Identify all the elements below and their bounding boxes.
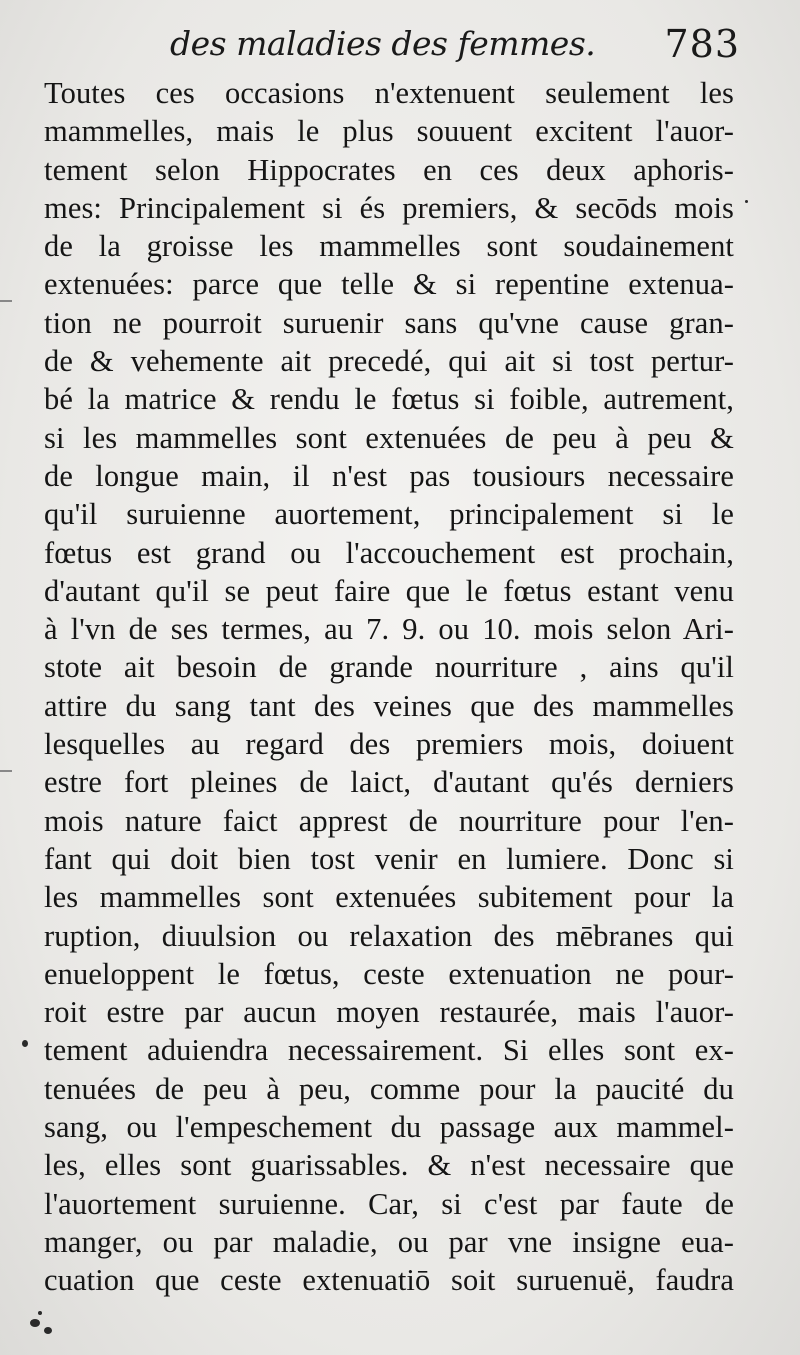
text-line: tion ne pourroit suruenir sans qu'vne cause gran- <box>44 305 734 340</box>
text-line: tement selon Hippocrates en ces deux aphoris- <box>44 152 734 187</box>
page-number: 783 <box>664 22 740 66</box>
text-line: sang, ou l'empeschement du passage aux mammel- <box>44 1110 734 1145</box>
text-line: qu'il suruienne auortement, principalement si le <box>44 497 734 532</box>
text-line: manger, ou par maladie, ou par vne insigne eua- <box>44 1224 734 1259</box>
text-line: lesquelles au regard des premiers mois, doiuent <box>44 727 734 762</box>
margin-mark <box>0 770 12 772</box>
text-line: d'autant qu'il se peut faire que le fœtus estant venu <box>44 573 734 608</box>
text-line: si les mammelles sont extenuées de peu à peu & <box>44 420 734 455</box>
text-line: les, elles sont guarissables. & n'est necessaire que <box>44 1148 734 1183</box>
text-line: de & vehemente ait precedé, qui ait si tost pertur- <box>44 344 734 379</box>
body-text <box>44 74 734 1300</box>
text-line: estre fort pleines de laict, d'autant qu'és derniers <box>44 765 734 800</box>
text-line: à l'vn de ses termes, au 7. 9. ou 10. mois selon Ari- <box>44 612 734 647</box>
text-line: tement aduiendra necessairement. Si elles sont ex- <box>44 1033 734 1068</box>
ink-speck <box>22 1040 28 1047</box>
margin-mark <box>0 300 12 302</box>
text-line: bé la matrice & rendu le fœtus si foible, autrement, <box>44 382 734 417</box>
text-line: stote ait besoin de grande nourriture , ains qu'il <box>44 650 734 685</box>
text-line: roit estre par aucun moyen restaurée, mais l'auor- <box>44 995 734 1030</box>
text-line: ruption, diuulsion ou relaxation des mēbranes qui <box>44 918 734 953</box>
page-stain <box>26 1309 66 1339</box>
text-line: l'auortement suruienne. Car, si c'est par faute de <box>44 1186 734 1221</box>
text-line: fœtus est grand ou l'accouchement est prochain, <box>44 535 734 570</box>
text-line: attire du sang tant des veines que des mammelles <box>44 688 734 723</box>
text-line: de la groisse les mammelles sont soudainement <box>44 229 734 264</box>
ink-speck <box>745 200 748 203</box>
text-line: de longue main, il n'est pas tousiours necessaire <box>44 458 734 493</box>
text-line: tenuées de peu à peu, comme pour la paucité du <box>44 1071 734 1106</box>
text-line: cuation que ceste extenuatiō soit suruenuë, faudra <box>44 1263 734 1298</box>
text-line: mois nature faict apprest de nourriture pour l'en- <box>44 803 734 838</box>
text-line: enueloppent le fœtus, ceste extenuation ne pour- <box>44 956 734 991</box>
text-line: mes: Principalement si és premiers, & secōds mois <box>44 190 734 225</box>
text-line: les mammelles sont extenuées subitement pour la <box>44 880 734 915</box>
text-line: fant qui doit bien tost venir en lumiere. Donc si <box>44 841 734 876</box>
running-header <box>170 14 740 74</box>
text-line: Toutes ces occasions n'extenuent seulement les <box>44 76 734 110</box>
text-line: mammelles, mais le plus souuent excitent l'auor- <box>44 114 734 149</box>
text-line: extenuées: parce que telle & si repentine extenua- <box>44 267 734 302</box>
running-title: des maladies des femmes. <box>170 24 596 63</box>
